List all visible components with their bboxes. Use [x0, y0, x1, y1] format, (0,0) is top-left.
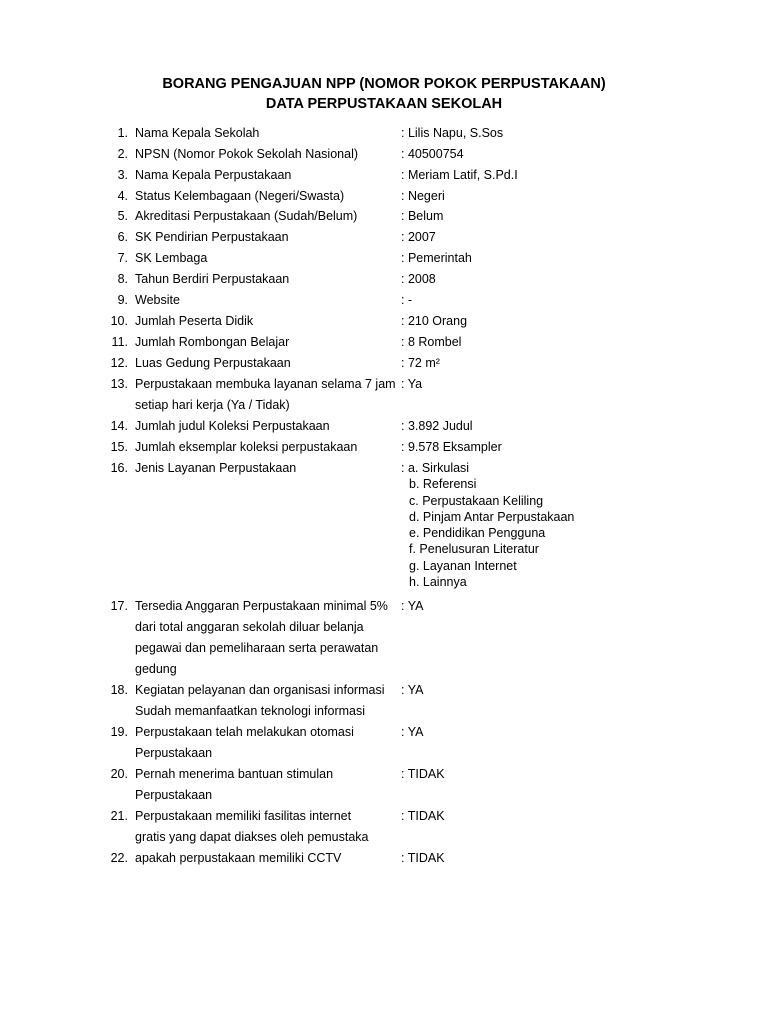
- item-value: : 9.578 Eksampler: [401, 440, 502, 454]
- item-label: Jumlah Peserta Didik: [135, 314, 254, 328]
- item-label: Luas Gedung Perpustakaan: [135, 356, 291, 370]
- document-subtitle: DATA PERPUSTAKAAN SEKOLAH: [265, 96, 503, 112]
- item-value: : TIDAK: [401, 767, 445, 781]
- item-number: 3.: [117, 168, 128, 182]
- service-type-item: e. Pendidikan Pengguna: [409, 526, 546, 541]
- item-number: 14.: [110, 419, 128, 433]
- item-number: 10.: [110, 314, 128, 328]
- item-number: 9.: [117, 293, 128, 307]
- item-number: 4.: [117, 189, 128, 203]
- item-value: : 2008: [401, 272, 436, 286]
- item-label: Jumlah judul Koleksi Perpustakaan: [135, 419, 330, 433]
- item-number: 22.: [110, 851, 128, 865]
- item-value: : TIDAK: [401, 851, 445, 865]
- item-number: 8.: [117, 272, 128, 286]
- service-type-item: d. Pinjam Antar Perpustakaan: [409, 509, 575, 524]
- item-number: 12.: [110, 356, 128, 370]
- service-type-item: g. Layanan Internet: [409, 558, 517, 573]
- item-number: 19.: [110, 725, 128, 739]
- item-label: Pernah menerima bantuan stimulan Perpustakaan: [135, 767, 334, 802]
- item-number: 1.: [117, 126, 128, 140]
- item-value: : Lilis Napu, S.Sos: [401, 126, 504, 140]
- item-label: Perpustakaan memiliki fasilitas internet gratis yang dapat diakses oleh pemustaka: [135, 809, 369, 844]
- item-label: Nama Kepala Perpustakaan: [135, 168, 292, 182]
- item-number: 15.: [110, 440, 128, 454]
- item-value: : Ya: [401, 377, 423, 391]
- service-type-item: h. Lainnya: [409, 575, 467, 590]
- item-value: : YA: [401, 599, 424, 613]
- item-number: 20.: [110, 767, 128, 781]
- item-label: Tahun Berdiri Perpustakaan: [135, 272, 290, 286]
- item-number: 16.: [110, 461, 128, 475]
- item-label: apakah perpustakaan memiliki CCTV: [135, 851, 342, 865]
- item-number: 2.: [117, 147, 128, 161]
- item-label: NPSN (Nomor Pokok Sekolah Nasional): [135, 147, 359, 161]
- item-label: Tersedia Anggaran Perpustakaan minimal 5% dari total anggaran sekolah diluar belanja pegawai dan pemeliharaan serta perawatan gedung: [135, 599, 388, 676]
- item-value: : 40500754: [401, 147, 464, 161]
- item-number: 21.: [110, 809, 128, 823]
- item-label: Website: [135, 293, 180, 307]
- item-number: 7.: [117, 251, 128, 265]
- item-number: 17.: [110, 599, 128, 613]
- item-label: Perpustakaan telah melakukan otomasi Perpustakaan: [135, 725, 354, 760]
- item-number: 6.: [117, 230, 128, 244]
- item-value: : 210 Orang: [401, 314, 468, 328]
- item-value: : 72 m²: [401, 356, 440, 370]
- item-label: Status Kelembagaan (Negeri/Swasta): [135, 189, 345, 203]
- item-number: 18.: [110, 683, 128, 697]
- item-label: Perpustakaan membuka layanan selama 7 jam setiap hari kerja (Ya / Tidak): [135, 377, 396, 412]
- item-label: Jenis Layanan Perpustakaan: [135, 461, 297, 475]
- item-value: : 3.892 Judul: [401, 419, 473, 433]
- item-value: : 8 Rombel: [401, 335, 462, 349]
- service-type-item: : a. Sirkulasi: [401, 461, 470, 475]
- item-label: Jumlah Rombongan Belajar: [135, 335, 290, 349]
- item-value: : Pemerintah: [401, 251, 472, 265]
- item-value: : Negeri: [401, 189, 445, 203]
- service-type-item: b. Referensi: [409, 477, 477, 492]
- item-value: : YA: [401, 725, 424, 739]
- item-value: : 2007: [401, 230, 436, 244]
- item-value: : -: [401, 293, 413, 307]
- item-label: Kegiatan pelayanan dan organisasi informasi Sudah memanfaatkan teknologi informasi: [135, 683, 385, 718]
- item-value: : Meriam Latif, S.Pd.I: [401, 168, 518, 182]
- item-number: 11.: [111, 335, 128, 349]
- item-value: : Belum: [401, 209, 444, 223]
- item-label: Akreditasi Perpustakaan (Sudah/Belum): [135, 209, 358, 223]
- service-type-item: c. Perpustakaan Keliling: [409, 493, 544, 508]
- item-number: 13.: [110, 377, 128, 391]
- item-label: SK Lembaga: [135, 251, 208, 265]
- item-value: : YA: [401, 683, 424, 697]
- service-type-list: [401, 460, 574, 590]
- item-label: SK Pendirian Perpustakaan: [135, 230, 289, 244]
- item-number: 5.: [117, 209, 128, 223]
- item-value: : TIDAK: [401, 809, 445, 823]
- document-title: BORANG PENGAJUAN NPP (NOMOR POKOK PERPUSTAKAAN): [162, 76, 606, 92]
- item-label: Nama Kepala Sekolah: [135, 126, 260, 140]
- service-type-item: f. Penelusuran Literatur: [409, 542, 539, 557]
- item-label: Jumlah eksemplar koleksi perpustakaan: [135, 440, 358, 454]
